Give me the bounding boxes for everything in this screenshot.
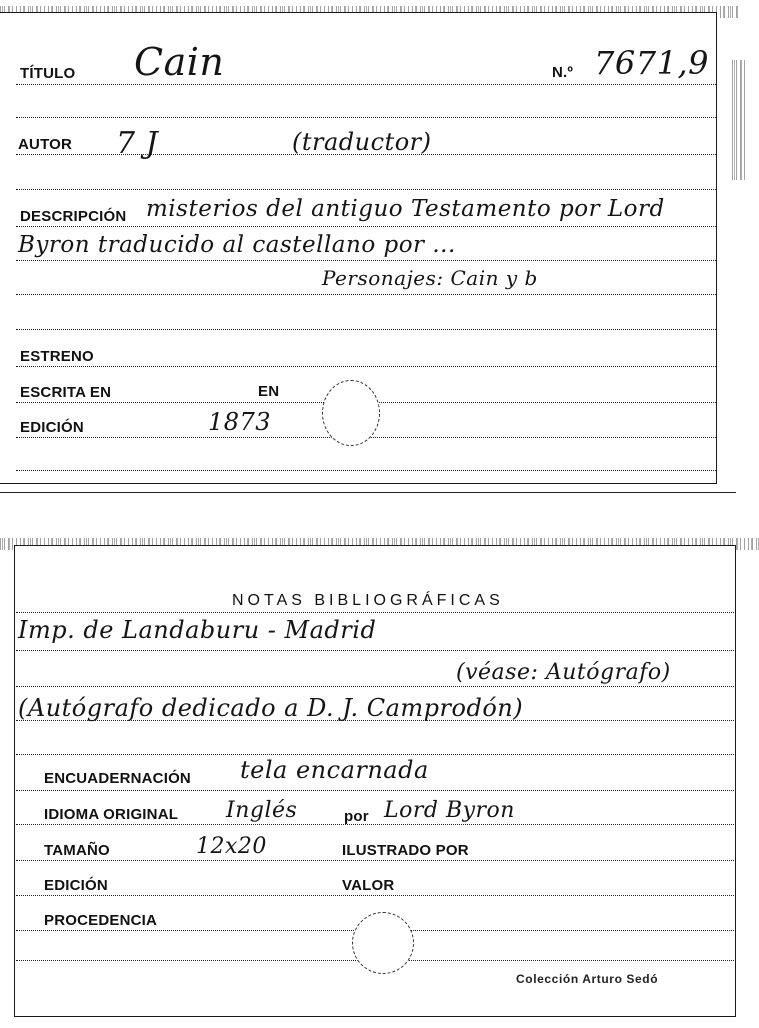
- notas-line-2: (véase: Autógrafo): [456, 660, 671, 685]
- notas-line-1: Imp. de Landaburu - Madrid: [18, 616, 377, 644]
- titulo-label: TÍTULO: [20, 65, 76, 82]
- idioma-value: Inglés: [226, 798, 298, 823]
- en-label: EN: [258, 383, 280, 400]
- punch-hole-top: [322, 380, 380, 446]
- rule-descripcion: [16, 226, 716, 227]
- autor-label: AUTOR: [18, 136, 73, 153]
- card-separator: [0, 492, 736, 493]
- encuadernacion-value: tela encarnada: [240, 756, 429, 784]
- estreno-label: ESTRENO: [20, 348, 94, 365]
- por-value: Lord Byron: [384, 798, 515, 823]
- edicion-label-2: EDICIÓN: [44, 877, 108, 894]
- encuadernacion-label: ENCUADERNACIÓN: [44, 770, 191, 787]
- idioma-label: IDIOMA ORIGINAL: [44, 806, 179, 823]
- rule-12: [16, 470, 716, 471]
- rule-titulo: [16, 84, 716, 85]
- descripcion-line-2: Byron traducido al castellano por ...: [18, 232, 456, 258]
- numero-label: N.º: [552, 64, 574, 81]
- rule-b2: [16, 650, 734, 651]
- notas-line-3: (Autógrafo dedicado a D. J. Camprodón): [18, 694, 524, 722]
- descripcion-label: DESCRIPCIÓN: [20, 208, 127, 225]
- descripcion-line-3: Personajes: Cain y b: [322, 266, 538, 290]
- valor-label: VALOR: [342, 877, 395, 894]
- por-label: por: [344, 808, 369, 825]
- tamano-label: TAMAÑO: [44, 842, 110, 859]
- rule-4: [16, 189, 716, 190]
- rule-b9: [16, 895, 734, 896]
- rule-desc-3: [16, 294, 716, 295]
- ilustrado-label: ILUSTRADO POR: [342, 842, 469, 859]
- collection-credit: Colección Arturo Sedó: [516, 972, 659, 986]
- numero-value: 7671,9: [594, 44, 709, 82]
- rule-b5: [16, 754, 734, 755]
- rule-8: [16, 329, 716, 330]
- rule-estreno: [16, 366, 716, 367]
- edicion-label: EDICIÓN: [20, 419, 84, 436]
- scan-noise-side: [732, 60, 746, 180]
- escrita-label: ESCRITA EN: [20, 384, 112, 401]
- rule-desc-2: [16, 260, 716, 261]
- rule-b8: [16, 860, 734, 861]
- tamano-value: 12x20: [196, 834, 267, 859]
- rule-b7: [16, 824, 734, 825]
- rule-b3: [16, 686, 734, 687]
- edicion-value: 1873: [208, 408, 272, 436]
- autor-value: 7 J: [116, 126, 159, 161]
- autor-note: (traductor): [292, 128, 432, 156]
- punch-hole-bottom: [352, 912, 414, 974]
- titulo-value: Cain: [134, 40, 225, 84]
- rule-b1: [16, 612, 734, 613]
- rule-b6: [16, 790, 734, 791]
- descripcion-line-1: misterios del antiguo Testamento por Lord: [146, 196, 665, 222]
- procedencia-label: PROCEDENCIA: [44, 912, 158, 929]
- notas-heading: NOTAS BIBLIOGRÁFICAS: [232, 592, 504, 609]
- rule-2: [16, 117, 716, 118]
